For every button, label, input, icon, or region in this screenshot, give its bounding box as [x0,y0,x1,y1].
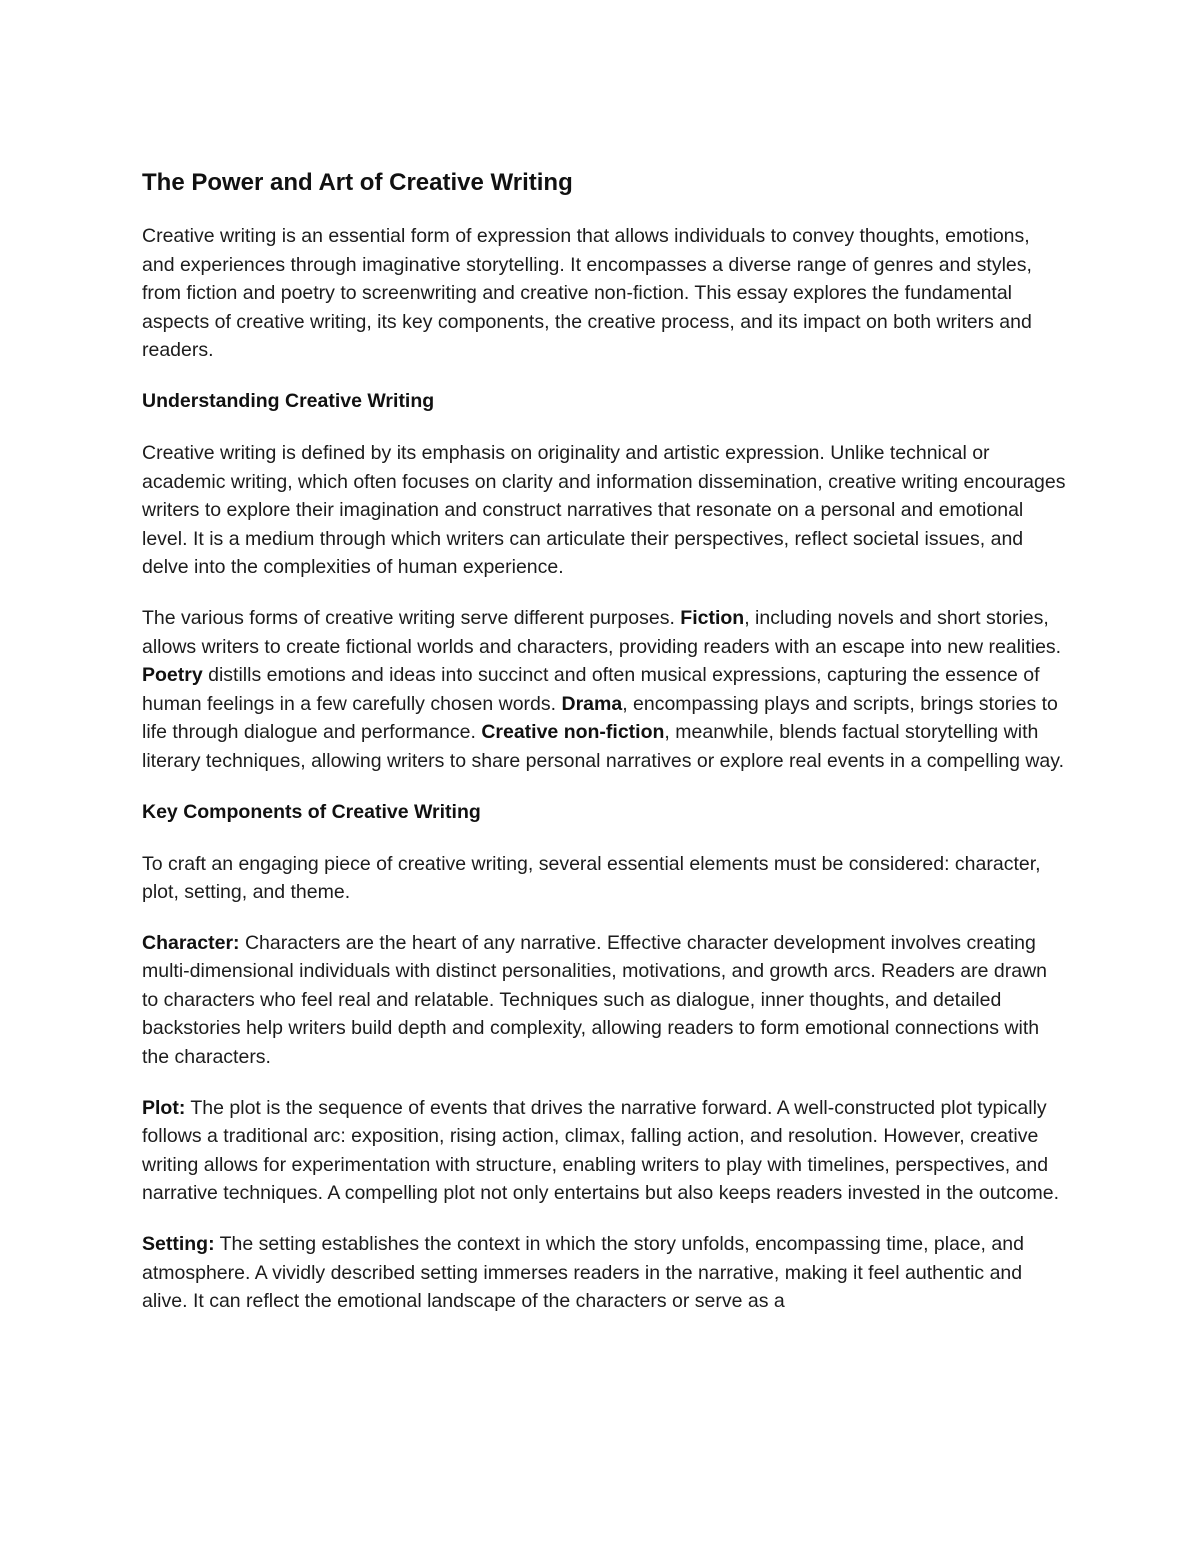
text-run: , including novels and short stories, allows writers to create fictional worlds and characters, providing readers with an escape into new realities. [142,606,1062,658]
text-run: distills emotions and ideas into succinct and often musical expressions, capturing the essence of human feelings in a few carefully chosen words. [142,664,1040,715]
understanding-paragraph-1: Creative writing is defined by its emphasis on originality and artistic expression. Unlike technical or academic writing, which often focuses on clarity and information dissemination, creative writing encourages writers to explore their imagination and construct narratives that resonate on a personal and emotional level. It is a medium through which writers can articulate their perspectives, reflect societal issues, and delve into the complexities of human experience. [142,441,1066,579]
text-run: , encompassing plays and scripts, brings stories to life through dialogue and performance. [142,692,1058,744]
text-run: , meanwhile, blends factual storytelling with literary techniques, allowing writers to share personal narratives or explore real events in a compelling way. [142,721,1064,772]
setting-label: Setting: [142,1233,215,1256]
term-fiction: Fiction [680,606,745,629]
key-components-intro: To craft an engaging piece of creative writing, several essential elements must be considered: character, plot, setting, and theme. [142,852,1041,904]
plot-label: Plot: [142,1096,186,1119]
setting-text: The setting establishes the context in which the story unfolds, encompassing time, place, and atmosphere. A vividly described setting immerses readers in the narrative, making it feel authentic and alive. It can reflect the emotional landscape of the characters or serve as a [142,1233,1024,1313]
understanding-paragraph-2 [142,604,1067,776]
term-drama: Drama [561,692,623,715]
term-poetry: Poetry [142,664,203,687]
text-run: The various forms of creative writing serve different purposes. [142,606,681,629]
setting-paragraph [142,1230,1067,1316]
term-creative-non-fiction: Creative non-fiction [481,721,665,744]
plot-paragraph [142,1094,1067,1208]
document-body [142,168,1067,1338]
character-paragraph [142,929,1067,1072]
plot-text: The plot is the sequence of events that drives the narrative forward. A well-constructed plot typically follows a traditional arc: exposition, rising action, climax, falling action, and resolution. However, creative writing allows for experimentation with structure, enabling writers to play with timelines, perspectives, and narrative techniques. A compelling plot not only entertains but also keeps readers invested in the outcome. [142,1096,1060,1205]
character-text: Characters are the heart of any narrative. Effective character development involves creating multi-dimensional individuals with distinct personalities, motivations, and growth arcs. Readers are drawn to characters who feel real and relatable. Techniques such as dialogue, inner thoughts, and detailed backstories help writers build depth and complexity, allowing readers to form emotional connections with the characters. [142,931,1047,1069]
section-heading-key-components: Key Components of Creative Writing [142,800,481,823]
section-heading-understanding: Understanding Creative Writing [142,389,435,412]
document-title: The Power and Art of Creative Writing [142,169,573,196]
intro-paragraph: Creative writing is an essential form of expression that allows individuals to convey thoughts, emotions, and experiences through imaginative storytelling. It encompasses a diverse range of genres and styles, from fiction and poetry to screenwriting and creative non-fiction. This essay explores the fundamental aspects of creative writing, its key components, the creative process, and its impact on both writers and readers. [142,225,1032,362]
character-label: Character: [142,931,240,954]
